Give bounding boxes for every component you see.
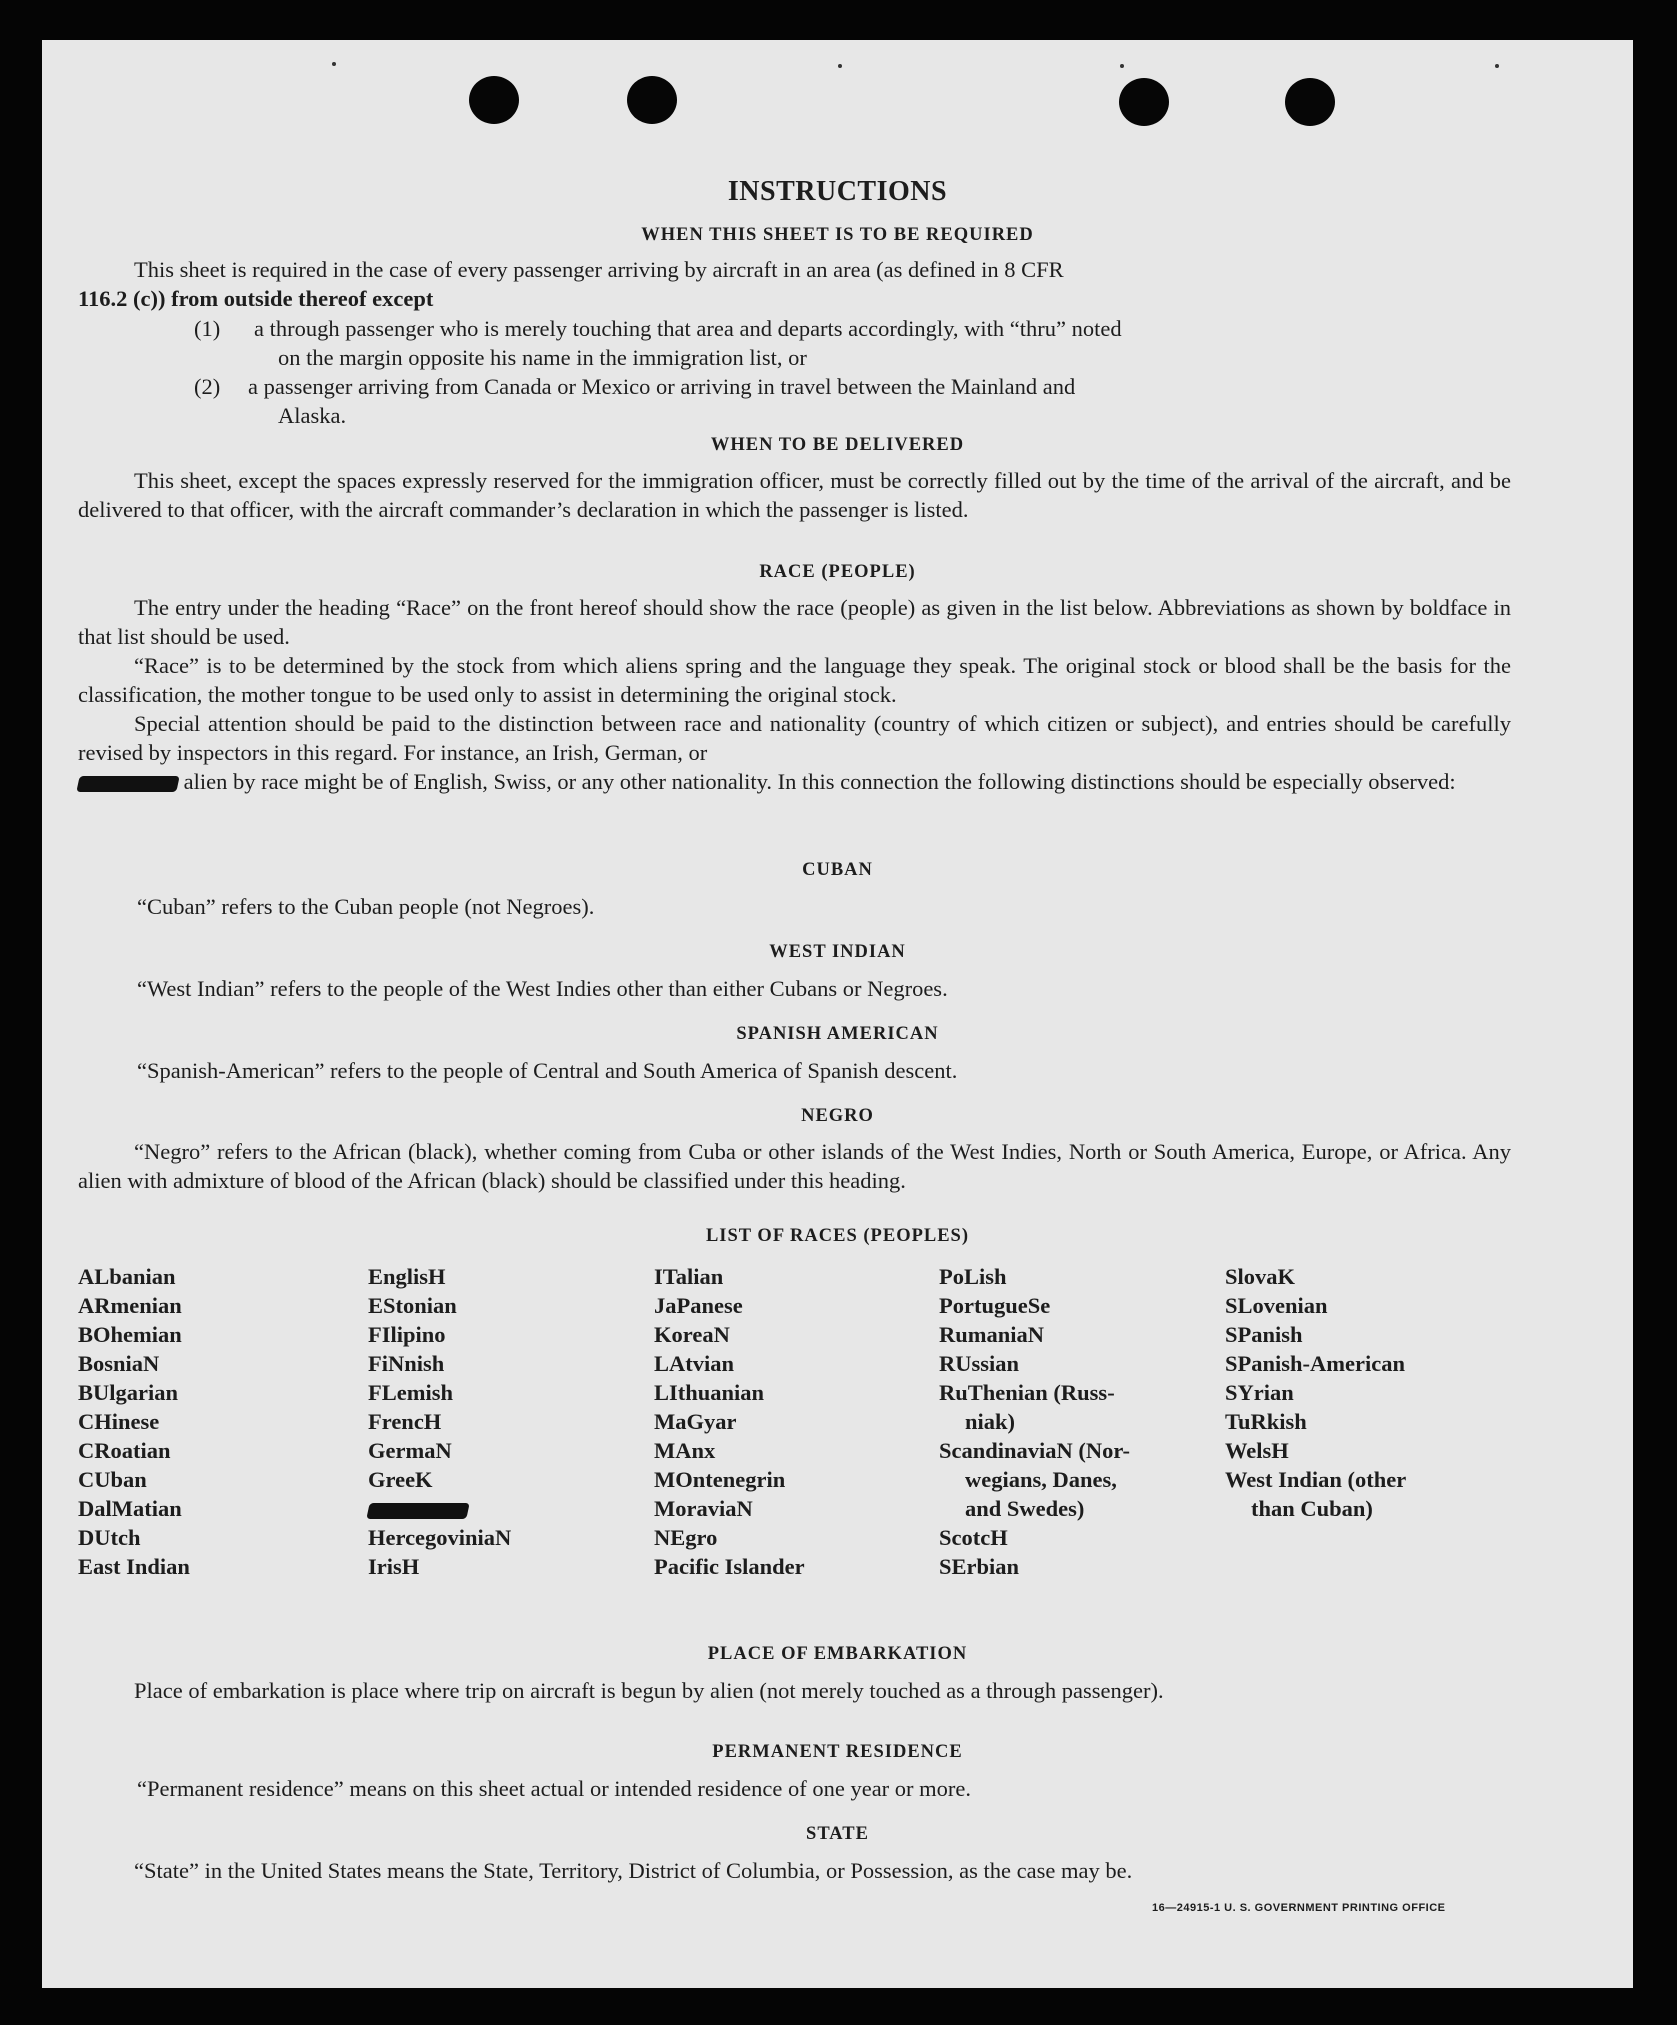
heading-when-delivered: WHEN TO BE DELIVERED — [710, 435, 965, 455]
race-item: MAnx — [654, 1438, 716, 1463]
race-item: NEgro — [654, 1525, 718, 1550]
race-paragraph-3a: Special attention should be paid to the distinction between race and nationality (country of which citizen or subject), and entries should be carefully revised by inspectors in this regard. For instance, an Irish, German, or — [78, 711, 1511, 765]
cuban-text: “Cuban” refers to the Cuban people (not Negroes). — [137, 894, 595, 919]
required-line-2: 116.2 (c)) from outside thereof except — [78, 286, 434, 311]
race-item: MoraviaN — [654, 1496, 753, 1521]
race-item: TuRkish — [1225, 1409, 1307, 1434]
punch-hole — [627, 76, 677, 124]
race-item: Pacific Islander — [654, 1554, 805, 1579]
race-item: SLovenian — [1225, 1293, 1328, 1318]
race-item: BosniaN — [78, 1351, 160, 1376]
heading-embarkation: PLACE OF EMBARKATION — [707, 1644, 968, 1664]
race-item: East Indian — [78, 1554, 190, 1579]
document-sheet — [42, 40, 1633, 1988]
heading-race: RACE (PEOPLE) — [759, 562, 916, 582]
race-item: DalMatian — [78, 1496, 182, 1521]
race-item: HercegoviniaN — [368, 1525, 512, 1550]
race-column-1 — [78, 1262, 190, 1581]
heading-negro: NEGRO — [801, 1106, 874, 1126]
race-item: ScotcH — [939, 1525, 1008, 1550]
speck — [332, 62, 336, 66]
race-item: LIthuanian — [654, 1380, 765, 1405]
race-item: RumaniaN — [939, 1322, 1045, 1347]
race-item-continued: wegians, Danes, — [965, 1467, 1117, 1492]
race-item: BUlgarian — [78, 1380, 179, 1405]
race-item: ARmenian — [78, 1293, 182, 1318]
item-2-line-1: a passenger arriving from Canada or Mexico or arriving in travel between the Mainland and — [248, 374, 1076, 399]
race-item: CHinese — [78, 1409, 160, 1434]
race-item: ScandinaviaN (Nor- — [939, 1438, 1131, 1463]
heading-list-of-races: LIST OF RACES (PEOPLES) — [705, 1226, 970, 1246]
race-item: GermaN — [368, 1438, 452, 1463]
race-paragraphs — [78, 593, 1511, 796]
residence-text: “Permanent residence” means on this sheet actual or intended residence of one year or more. — [137, 1776, 972, 1801]
race-column-3 — [654, 1262, 805, 1581]
race-item: FLemish — [368, 1380, 454, 1405]
race-item: KoreaN — [654, 1322, 730, 1347]
race-item: WelsH — [1225, 1438, 1289, 1463]
speck — [1495, 64, 1499, 68]
race-item: RUssian — [939, 1351, 1020, 1376]
race-item: EStonian — [368, 1293, 457, 1318]
race-item-continued: niak) — [965, 1409, 1016, 1434]
race-item: MOntenegrin — [654, 1467, 786, 1492]
race-item: SErbian — [939, 1554, 1020, 1579]
heading-residence: PERMANENT RESIDENCE — [712, 1742, 963, 1762]
race-item: IrisH — [368, 1554, 420, 1579]
race-item: SYrian — [1225, 1380, 1294, 1405]
item-1-line-2: on the margin opposite his name in the immigration list, or — [278, 345, 807, 370]
negro-paragraph — [78, 1137, 1511, 1195]
race-column-5 — [1225, 1262, 1406, 1523]
delivered-paragraph — [78, 466, 1511, 524]
race-item: GreeK — [368, 1467, 433, 1492]
item-1-number: (1) — [194, 316, 221, 341]
embarkation-text: Place of embarkation is place where trip on aircraft is begun by alien (not merely touched as a through passenger). — [134, 1678, 1164, 1703]
heading-west-indian: WEST INDIAN — [769, 942, 906, 962]
speck — [838, 64, 842, 68]
page-title: INSTRUCTIONS — [727, 176, 948, 207]
punch-hole — [469, 76, 519, 124]
race-item: DUtch — [78, 1525, 141, 1550]
race-item: RuThenian (Russ- — [939, 1380, 1115, 1405]
race-item: JaPanese — [654, 1293, 743, 1318]
heading-spanish-american: SPANISH AMERICAN — [736, 1024, 939, 1044]
redacted-race-item — [368, 1494, 511, 1523]
item-2-number: (2) — [194, 374, 221, 399]
race-item: FiNnish — [368, 1351, 445, 1376]
race-item: LAtvian — [654, 1351, 735, 1376]
race-item: FIlipino — [368, 1322, 446, 1347]
heading-when-required: WHEN THIS SHEET IS TO BE REQUIRED — [641, 225, 1034, 245]
punch-hole — [1119, 78, 1169, 126]
race-item-continued: and Swedes) — [965, 1496, 1085, 1521]
race-paragraph-1: The entry under the heading “Race” on the front hereof should show the race (people) as given in the list below. Abbreviations as shown by boldface in that list should be used. — [78, 595, 1511, 649]
west-indian-text: “West Indian” refers to the people of the West Indies other than either Cubans or Negroes. — [137, 976, 948, 1001]
race-item-continued: than Cuban) — [1251, 1496, 1373, 1521]
race-paragraph-2: “Race” is to be determined by the stock from which aliens spring and the language they speak. The original stock or blood shall be the basis for the classification, the mother tongue to be used only to assist in determining the original stock. — [78, 653, 1511, 707]
redaction-mark — [76, 776, 179, 792]
speck — [1120, 64, 1124, 68]
required-line-1: This sheet is required in the case of every passenger arriving by aircraft in an area (as defined in 8 CFR — [134, 257, 1064, 282]
race-item: ITalian — [654, 1264, 724, 1289]
race-item: CUban — [78, 1467, 147, 1492]
race-item: FrencH — [368, 1409, 442, 1434]
race-item: PortugueSe — [939, 1293, 1051, 1318]
race-item: SPanish-American — [1225, 1351, 1405, 1376]
race-item: ALbanian — [78, 1264, 176, 1289]
state-text: “State” in the United States means the State, Territory, District of Columbia, or Possession, as the case may be. — [134, 1858, 1133, 1883]
race-item: West Indian (other — [1225, 1467, 1407, 1492]
embarkation-paragraph — [78, 1676, 1511, 1705]
race-item: BOhemian — [78, 1322, 182, 1347]
spanish-american-text: “Spanish-American” refers to the people of Central and South America of Spanish descent. — [137, 1058, 958, 1083]
race-item: EnglisH — [368, 1264, 446, 1289]
state-paragraph — [78, 1856, 1511, 1885]
race-column-4 — [939, 1262, 1130, 1581]
heading-cuban: CUBAN — [802, 860, 873, 880]
punch-hole — [1285, 78, 1335, 126]
race-item: SPanish — [1225, 1322, 1303, 1347]
race-item: MaGyar — [654, 1409, 737, 1434]
negro-text: “Negro” refers to the African (black), whether coming from Cuba or other islands of the West Indies, North or South America, Europe, or Africa. Any alien with admixture of blood of the African (black) should be classified under this heading. — [78, 1139, 1511, 1193]
item-2-line-2: Alaska. — [278, 403, 347, 428]
item-1-line-1: a through passenger who is merely touching that area and departs accordingly, with “thru” noted — [254, 316, 1122, 341]
race-item: SlovaK — [1225, 1264, 1296, 1289]
race-item: PoLish — [939, 1264, 1007, 1289]
race-paragraph-3b: alien by race might be of English, Swiss, or any other nationality. In this connection the following distinctions should be especially observed: — [78, 767, 1511, 796]
printing-office-footer: 16—24915-1 U. S. GOVERNMENT PRINTING OFFICE — [1152, 1902, 1446, 1914]
race-column-2 — [368, 1262, 511, 1581]
heading-state: STATE — [806, 1824, 869, 1844]
race-item: CRoatian — [78, 1438, 171, 1463]
delivered-text: This sheet, except the spaces expressly reserved for the immigration officer, must be correctly filled out by the time of the arrival of the aircraft, and be delivered to that officer, with the aircraft commander’s declaration in which the passenger is listed. — [78, 468, 1511, 522]
